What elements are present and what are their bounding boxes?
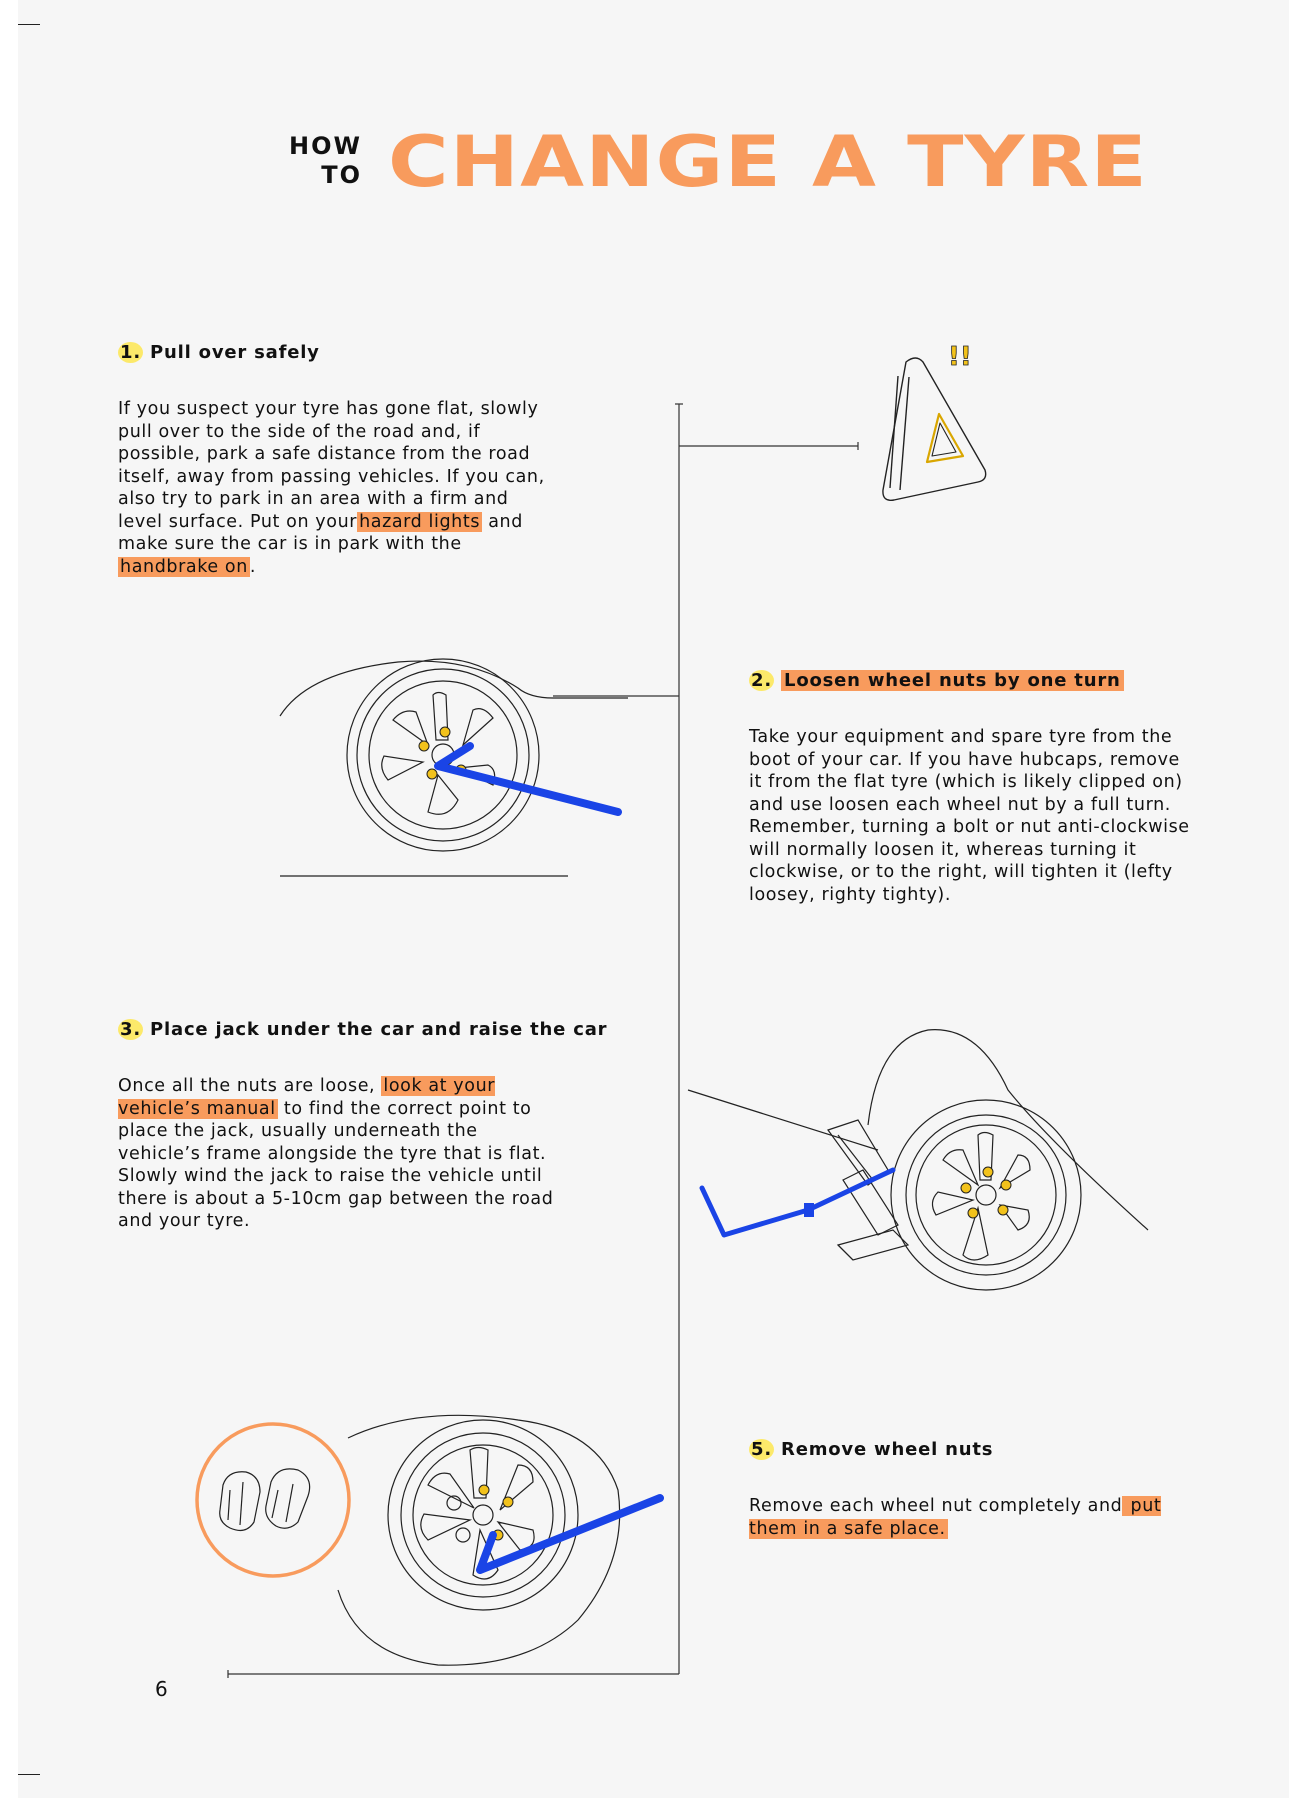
wrench xyxy=(438,746,618,812)
step-1-number: 1. xyxy=(120,342,141,363)
step-1-body-text-3: . xyxy=(249,556,257,577)
exclamation-marks xyxy=(948,342,972,372)
step-2-number: 2. xyxy=(751,670,772,691)
car-jack-illustration xyxy=(688,1020,1158,1320)
step-5-highlight-safe-place: put them in a safe place. xyxy=(749,1496,1162,1539)
step-1-body-text-2: and make sure the car is in park with the xyxy=(118,511,523,554)
title-change-a-tyre: CHANGE A TYRE xyxy=(388,121,1148,203)
step-3-title-text: Place jack under the car and raise the car xyxy=(150,1019,608,1040)
title-to: TO xyxy=(321,161,362,189)
page xyxy=(18,0,1289,1798)
wheel-with-wrench-illustration xyxy=(278,650,638,880)
page-number: 6 xyxy=(155,1677,168,1701)
wheel-nuts-illustration xyxy=(188,1410,678,1670)
warning-triangle-illustration xyxy=(868,330,1008,510)
step-1-highlight-hazard: hazard lights xyxy=(359,511,481,532)
step-3-highlight-manual: look at your vehicle’s manual xyxy=(118,1076,496,1119)
step-2-title-text: Loosen wheel nuts by one turn xyxy=(781,670,1124,691)
step-2-body: Take your equipment and spare tyre from the boot of your car. If you have hubcaps, remove it from the flat tyre (which is likely clipped on) and use loosen each wheel nut by a full turn. Remember, turning a bolt or nut anti-clockwise will normally loosen it, whereas turning it clockwise, or to the right, will tighten it (lefty loosey, righty tighty). xyxy=(749,727,1190,905)
step-3-number: 3. xyxy=(120,1019,141,1040)
step-1-body-text: If you suspect your tyre has gone flat, slowly pull over to the side of the road and, if possible, park a safe distance from the road itself, away from passing vehicles. If you can, also try to park in an area with a firm and level surface. Put on your xyxy=(118,399,545,532)
step-5-number: 5. xyxy=(751,1439,772,1460)
step-3-body-text: Once all the nuts are loose, xyxy=(118,1076,382,1096)
step-5-body-text: Remove each wheel nut completely and xyxy=(749,1496,1123,1516)
step-5-title-text: Remove wheel nuts xyxy=(781,1439,994,1460)
step-1-highlight-handbrake: handbrake on xyxy=(120,556,248,577)
step-1-title-text: Pull over safely xyxy=(150,342,320,363)
step-3-body-text-2: to find the correct point to place the jack, usually underneath the vehicle’s frame alongside the tyre that is flat. Slowly wind the jack to raise the vehicle until there is about a 5-10cm gap between the road and your tyre. xyxy=(118,1098,554,1231)
title-how: HOW xyxy=(289,132,362,160)
svg-text:!!: !! xyxy=(948,342,972,372)
